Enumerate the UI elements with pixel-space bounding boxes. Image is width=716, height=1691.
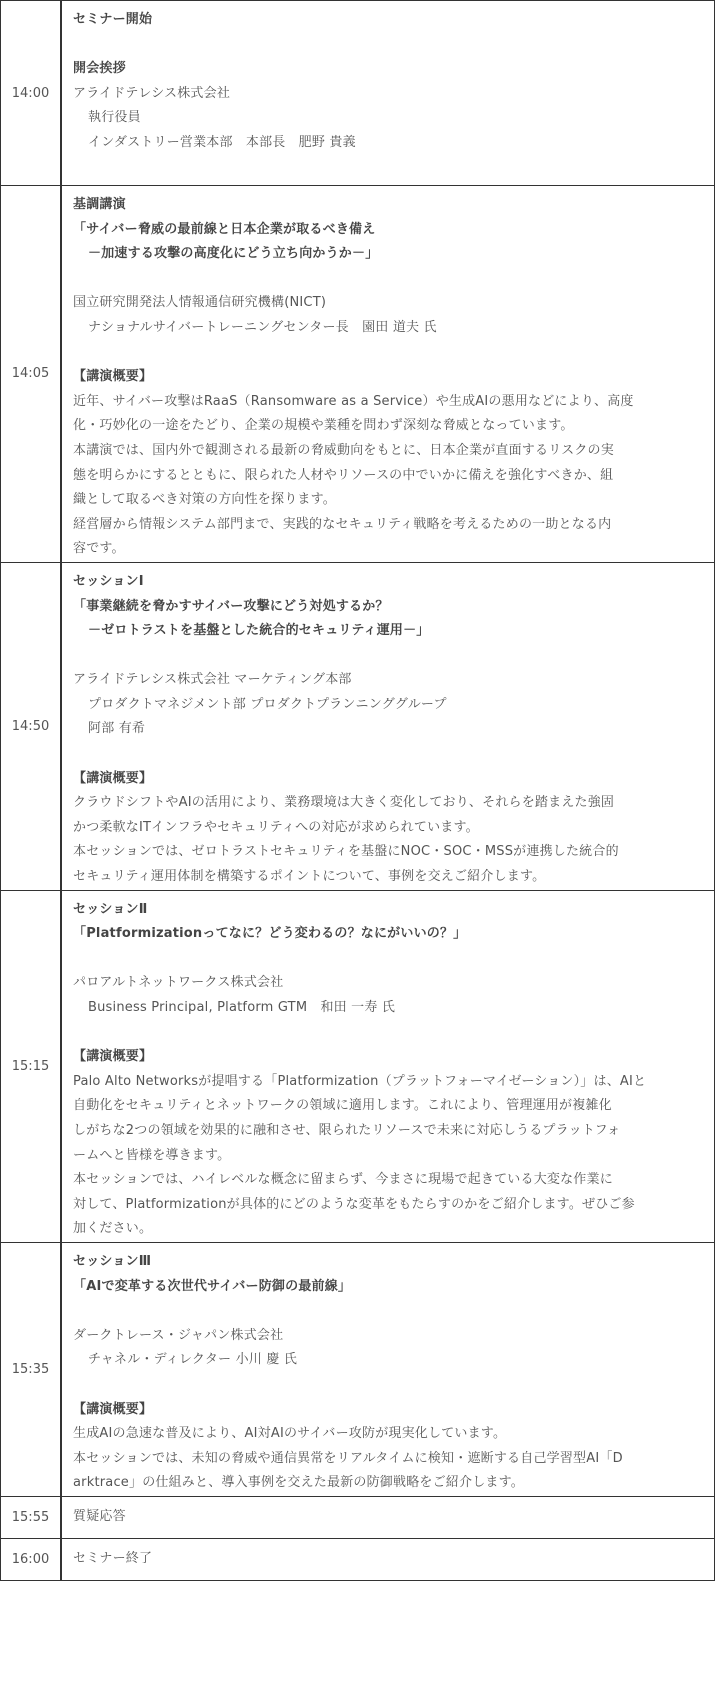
agenda-row	[1, 890, 715, 1242]
agenda-text-line: 自動化をセキュリティとネットワークの領域に適用します。これにより、管理運用が複雑化	[73, 1098, 612, 1114]
agenda-time: 14:50	[1, 562, 62, 890]
agenda-heading-line: 「サイバー脅威の最前線と日本企業が取るべき備え	[73, 221, 376, 237]
agenda-text-line: arktrace」の仕組みと、導入事例を交えた最新の防御戦略をご紹介します。	[73, 1475, 524, 1491]
agenda-time: 15:55	[1, 1496, 62, 1538]
agenda-text-line: 容です。	[73, 541, 125, 557]
agenda-heading-line: セミナー開始	[73, 12, 153, 27]
blank-line	[73, 267, 707, 292]
agenda-content	[61, 1496, 715, 1538]
agenda-text-line: 近年、サイバー攻撃はRaaS（Ransomware as a Service）や生成AIの悪用などにより、高度	[73, 393, 634, 409]
agenda-time: 14:00	[1, 1, 62, 186]
agenda-heading-line: セッションⅡ	[73, 901, 148, 917]
agenda-heading-line: 基調講演	[73, 197, 126, 212]
agenda-heading-line: －加速する攻撃の高度化にどう立ち向かうか－」	[88, 246, 379, 262]
agenda-text-line: セミナー終了	[73, 1551, 153, 1567]
blank-line	[73, 341, 707, 366]
agenda-content	[61, 562, 715, 890]
agenda-content	[61, 1242, 715, 1496]
agenda-text-line: Palo Alto Networksが提唱する「Platformization（プラットフォーマイゼーション）」は、AIと	[73, 1073, 647, 1089]
agenda-heading-line: 「AIで変革する次世代サイバー防御の最前線」	[73, 1278, 352, 1294]
agenda-text-line: Business Principal, Platform GTM 和田 一寿 氏	[88, 1000, 396, 1015]
agenda-row	[1, 1496, 715, 1538]
agenda-content	[61, 1538, 715, 1580]
blank-line	[73, 742, 707, 767]
agenda-text-line: クラウドシフトやAIの活用により、業務環境は大きく変化しており、それらを踏まえた強固	[73, 795, 615, 811]
agenda-heading-line: セッションⅢ	[73, 1253, 152, 1269]
agenda-text-line: かつ柔軟なITインフラやセキュリティへの対応が求められています。	[73, 819, 479, 835]
agenda-row	[1, 1538, 715, 1580]
blank-line	[73, 33, 707, 58]
blank-line	[73, 1299, 707, 1324]
agenda-text-line: ームへと皆様を導きます。	[73, 1147, 231, 1163]
agenda-heading-line: セッションⅠ	[73, 573, 144, 589]
agenda-heading-line: 開会挨拶	[73, 61, 126, 77]
agenda-text-line: 阿部 有希	[88, 721, 146, 737]
agenda-body	[1, 1, 715, 1581]
agenda-row	[1, 1242, 715, 1496]
agenda-text-line: 質疑応答	[73, 1509, 126, 1525]
agenda-text-line: しがちな2つの領域を効果的に融和させ、限られたリソースで未来に対応しうるプラットフォ	[73, 1122, 621, 1138]
agenda-text-line: ナショナルサイバートレーニングセンター長 園田 道夫 氏	[88, 319, 437, 335]
agenda-text-line: ダークトレース・ジャパン株式会社	[73, 1327, 284, 1343]
blank-line	[73, 1373, 707, 1398]
agenda-text-line: チャネル・ディレクター 小川 慶 氏	[88, 1352, 298, 1368]
agenda-row	[1, 1, 715, 186]
agenda-text-line: セキュリティ運用体制を構築するポイントについて、事例を交えご紹介します。	[73, 869, 546, 885]
agenda-text-line: 加ください。	[73, 1221, 153, 1237]
agenda-text-line: プロダクトマネジメント部 プロダクトプランニンググループ	[88, 696, 447, 712]
agenda-time: 15:15	[1, 890, 62, 1242]
agenda-text-line: 生成AIの急速な普及により、AI対AIのサイバー攻防が現実化しています。	[73, 1426, 507, 1442]
agenda-heading-line: 「事業継続を脅かすサイバー攻撃にどう対処するか？	[73, 598, 389, 614]
agenda-text-line: 織として取るべき対策の方向性を探ります。	[73, 492, 336, 508]
agenda-text-line: 執行役員	[88, 110, 141, 126]
agenda-content	[61, 186, 715, 563]
agenda-text-line: インダストリー営業本部 本部長 肥野 貴義	[88, 134, 356, 150]
agenda-heading-line: 【講演概要】	[73, 770, 153, 786]
blank-line	[73, 644, 707, 669]
agenda-content	[61, 890, 715, 1242]
blank-line	[73, 947, 707, 972]
agenda-text-line: 国立研究開発法人情報通信研究機構(NICT)	[73, 295, 327, 311]
blank-line	[73, 1021, 707, 1046]
agenda-row	[1, 562, 715, 890]
agenda-text-line: 本セッションでは、ハイレベルな概念に留まらず、今まさに現場で起きている大変な作業に	[73, 1172, 613, 1188]
agenda-time: 14:05	[1, 186, 62, 563]
agenda-text-line: 本講演では、国内外で観測される最新の脅威動向をもとに、日本企業が直面するリスクの実	[73, 442, 614, 458]
agenda-heading-line: 【講演概要】	[73, 1401, 153, 1417]
agenda-text-line: アライドテレシス株式会社 マーケティング本部	[73, 672, 352, 688]
agenda-heading-line: 【講演概要】	[73, 369, 153, 385]
agenda-heading-line: 「Platformizationってなに？どう変わるの？なにがいいの？」	[73, 926, 467, 942]
agenda-heading-line: 【講演概要】	[73, 1049, 153, 1065]
agenda-text-line: 本セッションでは、未知の脅威や通信異常をリアルタイムに検知・遮断する自己学習型AI「D	[73, 1450, 623, 1466]
agenda-text-line: パロアルトネットワークス株式会社	[73, 975, 284, 991]
agenda-text-line: 化・巧妙化の一途をたどり、企業の規模や業種を問わず深刻な脅威となっています。	[73, 418, 574, 434]
agenda-time: 15:35	[1, 1242, 62, 1496]
agenda-content	[61, 1, 715, 186]
agenda-text-line: アライドテレシス株式会社	[73, 85, 231, 101]
agenda-text-line: 対して、Platformizationが具体的にどのような変革をもたらすのかをご紹介します。ぜひご参	[73, 1196, 635, 1212]
agenda-text-line: 経営層から情報システム部門まで、実践的なセキュリティ戦略を考えるための一助となる内	[73, 516, 612, 532]
agenda-row	[1, 186, 715, 563]
agenda-time: 16:00	[1, 1538, 62, 1580]
agenda-text-line: 本セッションでは、ゼロトラストセキュリティを基盤にNOC・SOC・MSSが連携した統合的	[73, 844, 619, 860]
agenda-text-line: 態を明らかにするとともに、限られた人材やリソースの中でいかに備えを強化すべきか、組	[73, 467, 614, 483]
agenda-heading-line: －ゼロトラストを基盤とした統合的セキュリティ運用－」	[88, 623, 430, 639]
